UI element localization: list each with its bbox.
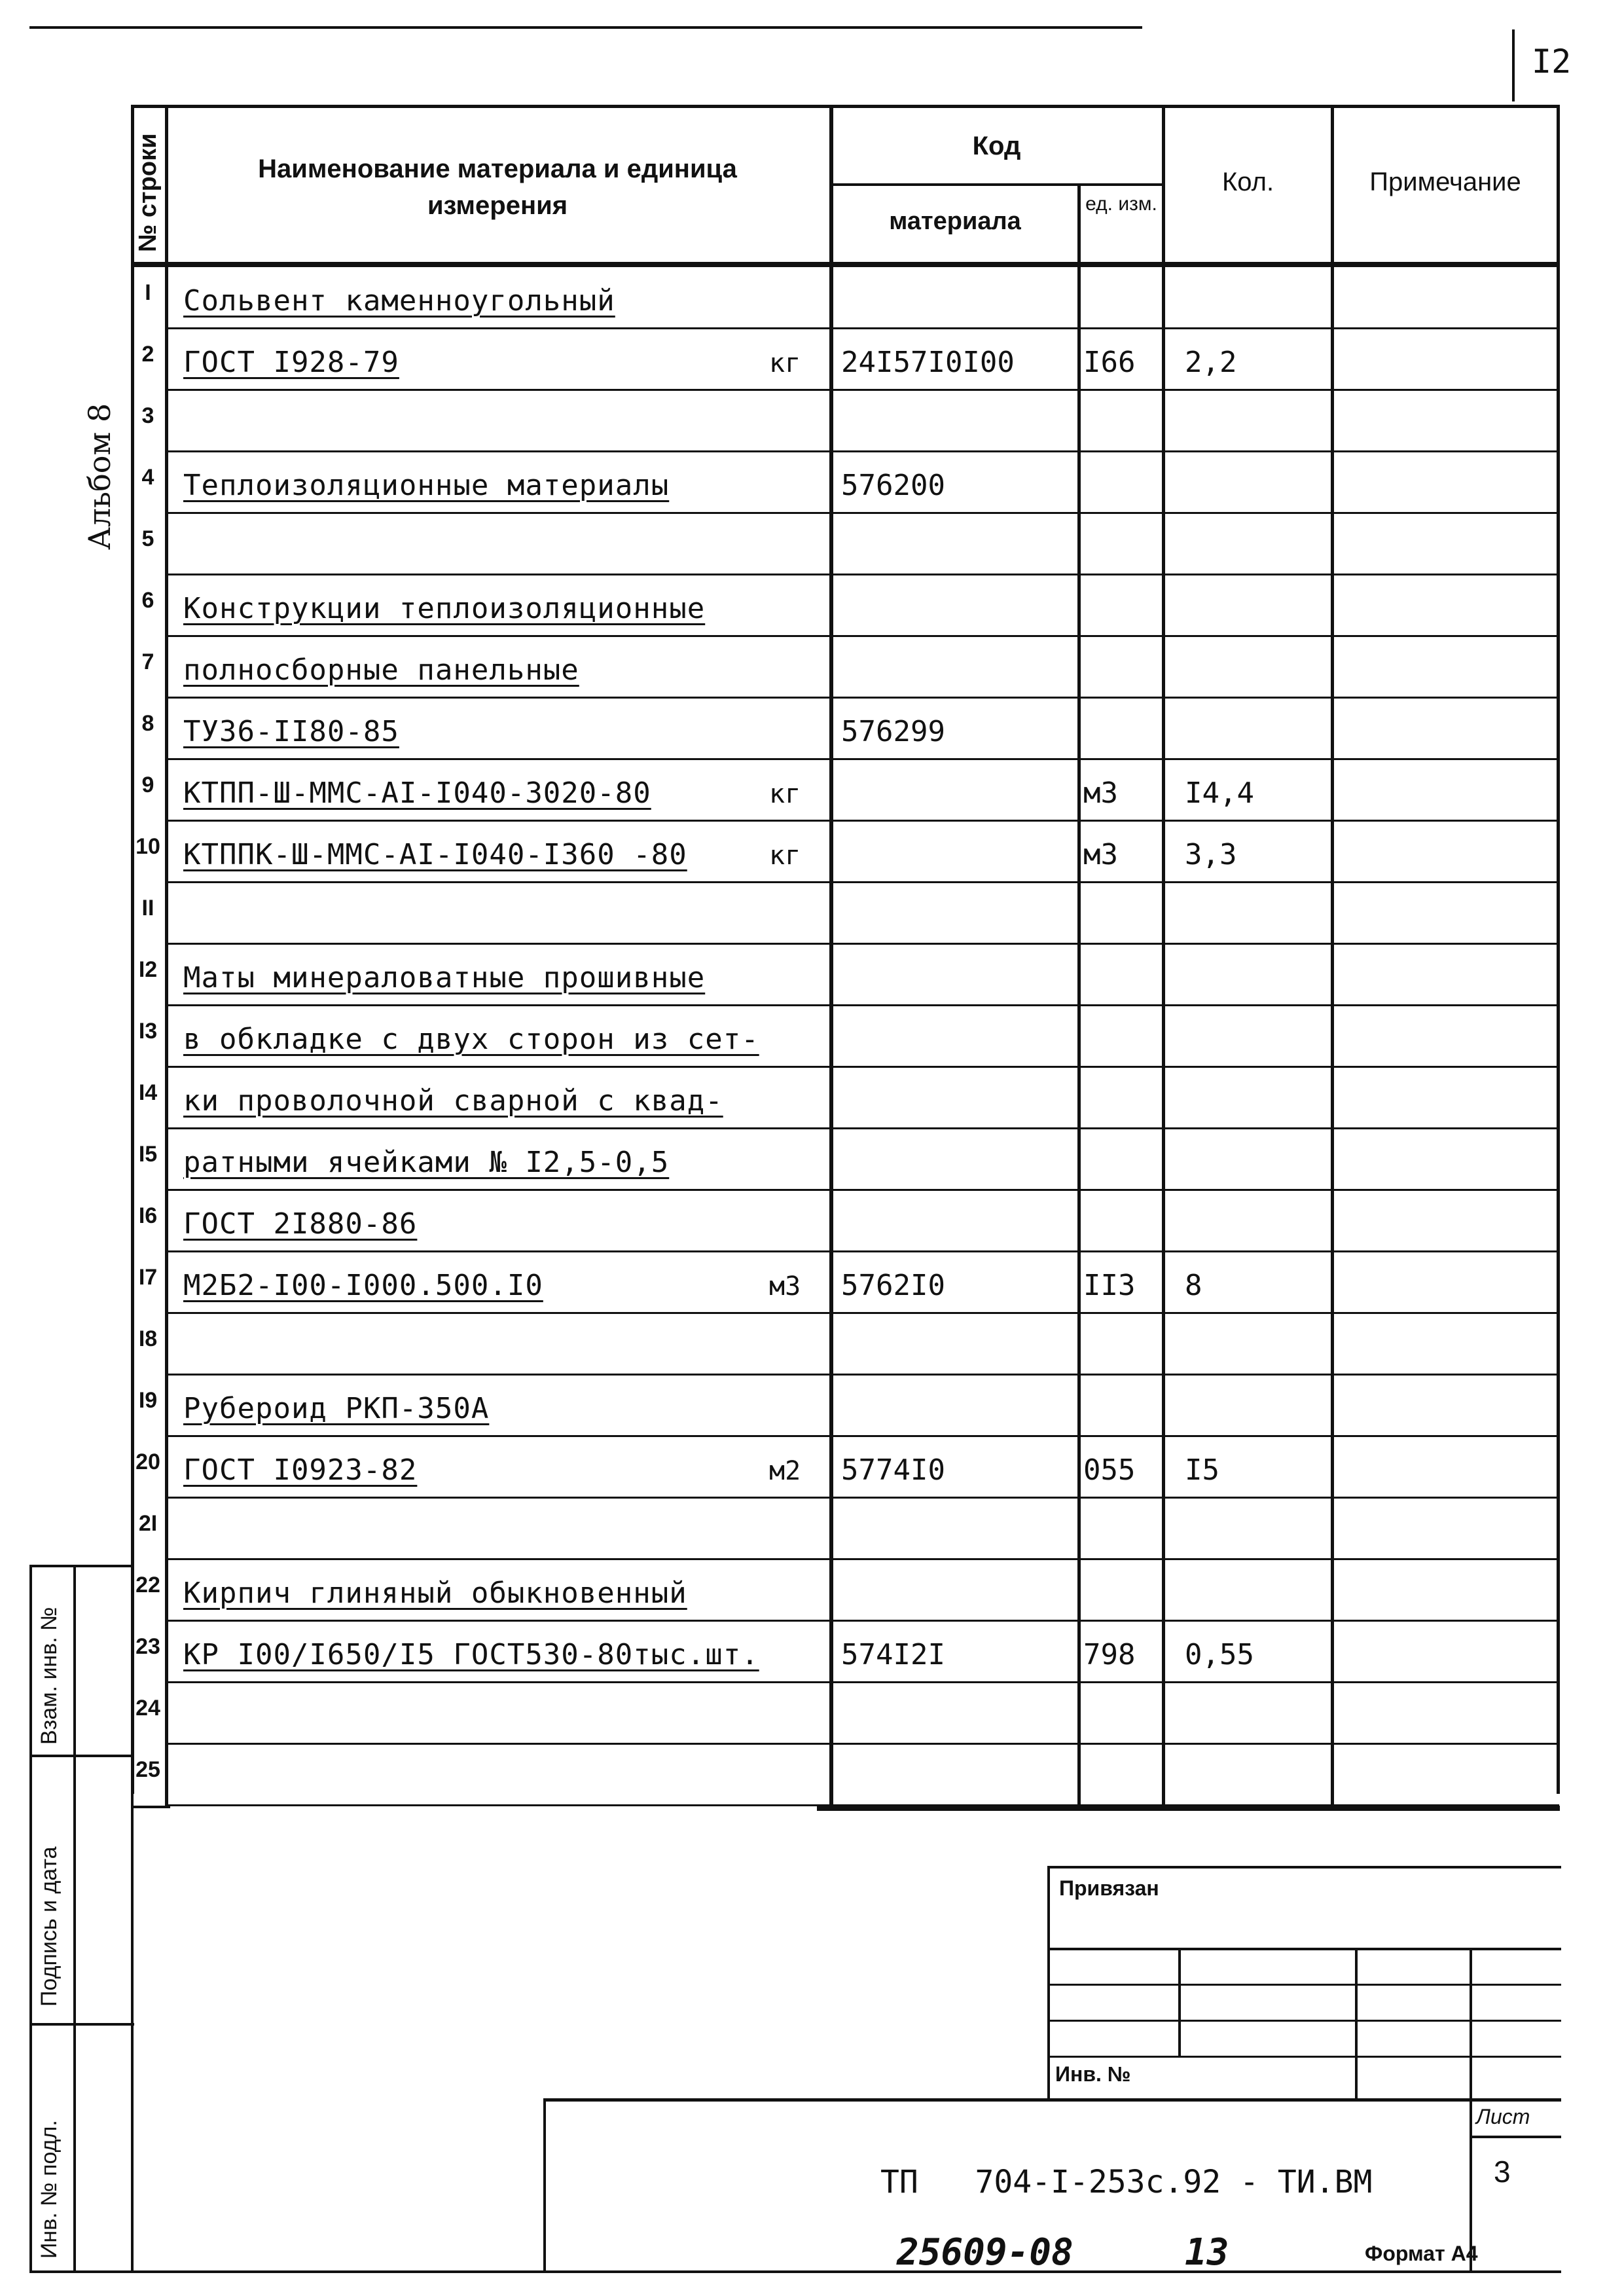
row-number: 9 xyxy=(141,773,154,797)
row-code-unit: II3 xyxy=(1083,1269,1136,1302)
row-divider xyxy=(165,574,1559,575)
row-divider xyxy=(165,1804,1559,1806)
row-number: 5 xyxy=(141,526,154,551)
row-qty: 2,2 xyxy=(1185,346,1237,379)
row-divider xyxy=(165,1558,1559,1560)
row-qty: I5 xyxy=(1185,1453,1219,1487)
row-number: I9 xyxy=(138,1388,158,1413)
row-unit: кг xyxy=(769,348,801,378)
header-bottom xyxy=(131,262,1558,267)
stamp-col1 xyxy=(1178,1948,1181,2058)
row-name: Рубероид РКП-350А xyxy=(183,1392,490,1425)
row-name: ГОСТ I928-79 xyxy=(183,346,399,379)
side-box-bottom xyxy=(29,2270,1561,2273)
code-header-split xyxy=(831,183,1164,186)
row-number: 24 xyxy=(135,1696,160,1721)
side-podpis: Подпись и дата xyxy=(37,1846,62,2007)
row-number: I8 xyxy=(138,1326,158,1351)
row-code-material: 5774I0 xyxy=(841,1453,945,1487)
row-divider xyxy=(165,450,1559,452)
row-qty: I4,4 xyxy=(1185,776,1254,810)
album-label: Альбом 8 xyxy=(82,403,117,550)
row-code-unit: м3 xyxy=(1083,776,1118,810)
row-number: I4 xyxy=(138,1080,158,1105)
col-sep-name xyxy=(829,105,833,1807)
table-top xyxy=(131,105,1558,108)
doc-code: ТП 704-I-253с.92 - ТИ.ВМ xyxy=(880,2164,1373,2200)
stamp-col3 xyxy=(1470,1948,1472,2272)
row-divider xyxy=(165,1066,1559,1068)
col-sep-qty xyxy=(1331,105,1334,1807)
row-code-material: 24I57I0I00 xyxy=(841,346,1015,379)
row-name: ТУ36-II80-85 xyxy=(183,715,399,748)
side-box-right xyxy=(131,1565,134,2272)
row-number: I xyxy=(145,280,151,305)
row-code-material: 576299 xyxy=(841,715,945,748)
header-code: Код xyxy=(972,132,1021,160)
row-divider xyxy=(165,1127,1559,1129)
row-unit: м2 xyxy=(769,1456,801,1486)
row-number: 20 xyxy=(135,1449,160,1474)
page-number-divider xyxy=(1512,29,1515,101)
page-number: I2 xyxy=(1532,43,1572,81)
row-name: Конструкции теплоизоляционные xyxy=(183,592,706,625)
stamp-row4 xyxy=(1047,2056,1561,2058)
row-name: КТПП-Ш-ММС-АI-I040-3020-80 xyxy=(183,776,651,810)
row-number: I3 xyxy=(138,1019,158,1044)
row-divider xyxy=(165,1743,1559,1745)
row-number: 10 xyxy=(135,834,160,859)
row-name: ГОСТ 2I880-86 xyxy=(183,1207,418,1241)
row-divider xyxy=(165,943,1559,945)
row-divider xyxy=(165,1497,1559,1499)
row-divider xyxy=(165,1435,1559,1437)
side-inv-podl: Инв. № подл. xyxy=(37,2120,62,2259)
side-box-sep1 xyxy=(29,1755,134,1757)
row-divider xyxy=(165,1312,1559,1314)
row-name: Теплоизоляционные материалы xyxy=(183,469,670,502)
row-number: I7 xyxy=(138,1265,158,1290)
row-number: 2 xyxy=(141,342,154,367)
row-name: КР I00/I650/I5 ГОСТ530-80тыс.шт. xyxy=(183,1638,759,1671)
row-name: Маты минераловатные прошивные xyxy=(183,961,706,994)
row-divider xyxy=(165,1374,1559,1376)
row-name: в обкладке с двух сторон из сет- xyxy=(183,1023,759,1056)
bottom-number: 25609-08 xyxy=(897,2231,1074,2274)
row-divider xyxy=(165,697,1559,699)
row-divider xyxy=(165,820,1559,822)
row-qty: 3,3 xyxy=(1185,838,1237,871)
row-divider xyxy=(165,1620,1559,1622)
doc-block-left xyxy=(543,2098,546,2272)
top-rule xyxy=(29,26,1142,29)
col-sep-edizm xyxy=(1077,185,1081,1807)
row-code-material: 574I2I xyxy=(841,1638,945,1671)
row-number: II xyxy=(141,896,154,920)
row-number: 25 xyxy=(135,1757,160,1782)
stamp-top xyxy=(1047,1866,1561,1868)
row-code-unit: 055 xyxy=(1083,1453,1136,1487)
header-code-unit: ед. изм. xyxy=(1085,193,1157,215)
sheet-number: 3 xyxy=(1494,2155,1511,2189)
row-unit: м3 xyxy=(769,1271,801,1302)
row-divider xyxy=(165,1004,1559,1006)
side-box-top xyxy=(29,1565,134,1567)
table-right xyxy=(1557,105,1560,1794)
row-number: I6 xyxy=(138,1203,158,1228)
row-name: полносборные панельные xyxy=(183,653,579,687)
sheet-divider xyxy=(1470,2136,1561,2138)
row-code-material: 576200 xyxy=(841,469,945,502)
row-number: 4 xyxy=(141,465,154,490)
row-number: 2I xyxy=(138,1511,158,1536)
row-name: КТППК-Ш-ММС-АI-I040-I360 -80 xyxy=(183,838,687,871)
col-sep-rownum xyxy=(165,105,168,1807)
row-number: 7 xyxy=(141,649,154,674)
row-divider xyxy=(165,881,1559,883)
stamp-inv: Инв. № xyxy=(1055,2062,1131,2086)
row-divider xyxy=(165,1681,1559,1683)
header-row-no: № строки xyxy=(134,133,162,252)
stamp-col2 xyxy=(1355,1948,1358,2102)
row-number: I5 xyxy=(138,1142,158,1167)
row-number: 22 xyxy=(135,1573,160,1597)
row-number: 3 xyxy=(141,403,154,428)
format-label: Формат А4 xyxy=(1365,2242,1478,2265)
side-vzam: Взам. инв. № xyxy=(37,1607,62,1745)
row-divider xyxy=(165,1189,1559,1191)
row-number: I2 xyxy=(138,957,158,982)
header-code-material: материала xyxy=(889,208,1021,235)
row-code-material: 5762I0 xyxy=(841,1269,945,1302)
row-name: ГОСТ I0923-82 xyxy=(183,1453,418,1487)
side-box-mid xyxy=(73,1565,76,2272)
row-name: М2Б2-I00-I000.500.I0 xyxy=(183,1269,543,1302)
row-qty: 0,55 xyxy=(1185,1638,1254,1671)
row-name: ки проволочной сварной с квад- xyxy=(183,1084,723,1118)
table-bottom xyxy=(817,1806,1560,1811)
row-code-unit: I66 xyxy=(1083,346,1136,379)
row-divider xyxy=(165,389,1559,391)
header-note: Примечание xyxy=(1369,168,1521,196)
col-sep-code xyxy=(1162,105,1165,1807)
side-box-left xyxy=(29,1565,32,2272)
header-qty: Кол. xyxy=(1221,168,1274,196)
row-qty: 8 xyxy=(1185,1269,1202,1302)
row-divider xyxy=(165,635,1559,637)
row-name: ратными ячейками № I2,5-0,5 xyxy=(183,1146,670,1179)
row-divider xyxy=(165,512,1559,514)
row-name: Кирпич глиняный обыкновенный xyxy=(183,1576,687,1610)
row-code-unit: м3 xyxy=(1083,838,1118,871)
sheet-label: Лист xyxy=(1476,2105,1530,2128)
header-name: Наименование материала и единица измерения xyxy=(258,155,737,220)
doc-block-top xyxy=(543,2098,1561,2102)
table-bottom-left xyxy=(131,1806,170,1808)
stamp-row2 xyxy=(1047,1984,1561,1986)
row-number: 23 xyxy=(135,1634,160,1659)
row-divider xyxy=(165,1250,1559,1252)
row-number: 6 xyxy=(141,588,154,613)
row-number: 8 xyxy=(141,711,154,736)
bottom-page: 13 xyxy=(1185,2231,1229,2274)
row-unit: кг xyxy=(769,841,801,871)
row-unit: кг xyxy=(769,779,801,809)
stamp-row1 xyxy=(1047,1948,1561,1950)
row-divider xyxy=(165,758,1559,760)
row-divider xyxy=(165,327,1559,329)
row-name: Сольвент каменноугольный xyxy=(183,284,615,318)
side-box-sep2 xyxy=(29,2023,134,2026)
stamp-privyazan: Привязан xyxy=(1059,1876,1159,1900)
stamp-row3 xyxy=(1047,2020,1561,2022)
row-code-unit: 798 xyxy=(1083,1638,1136,1671)
